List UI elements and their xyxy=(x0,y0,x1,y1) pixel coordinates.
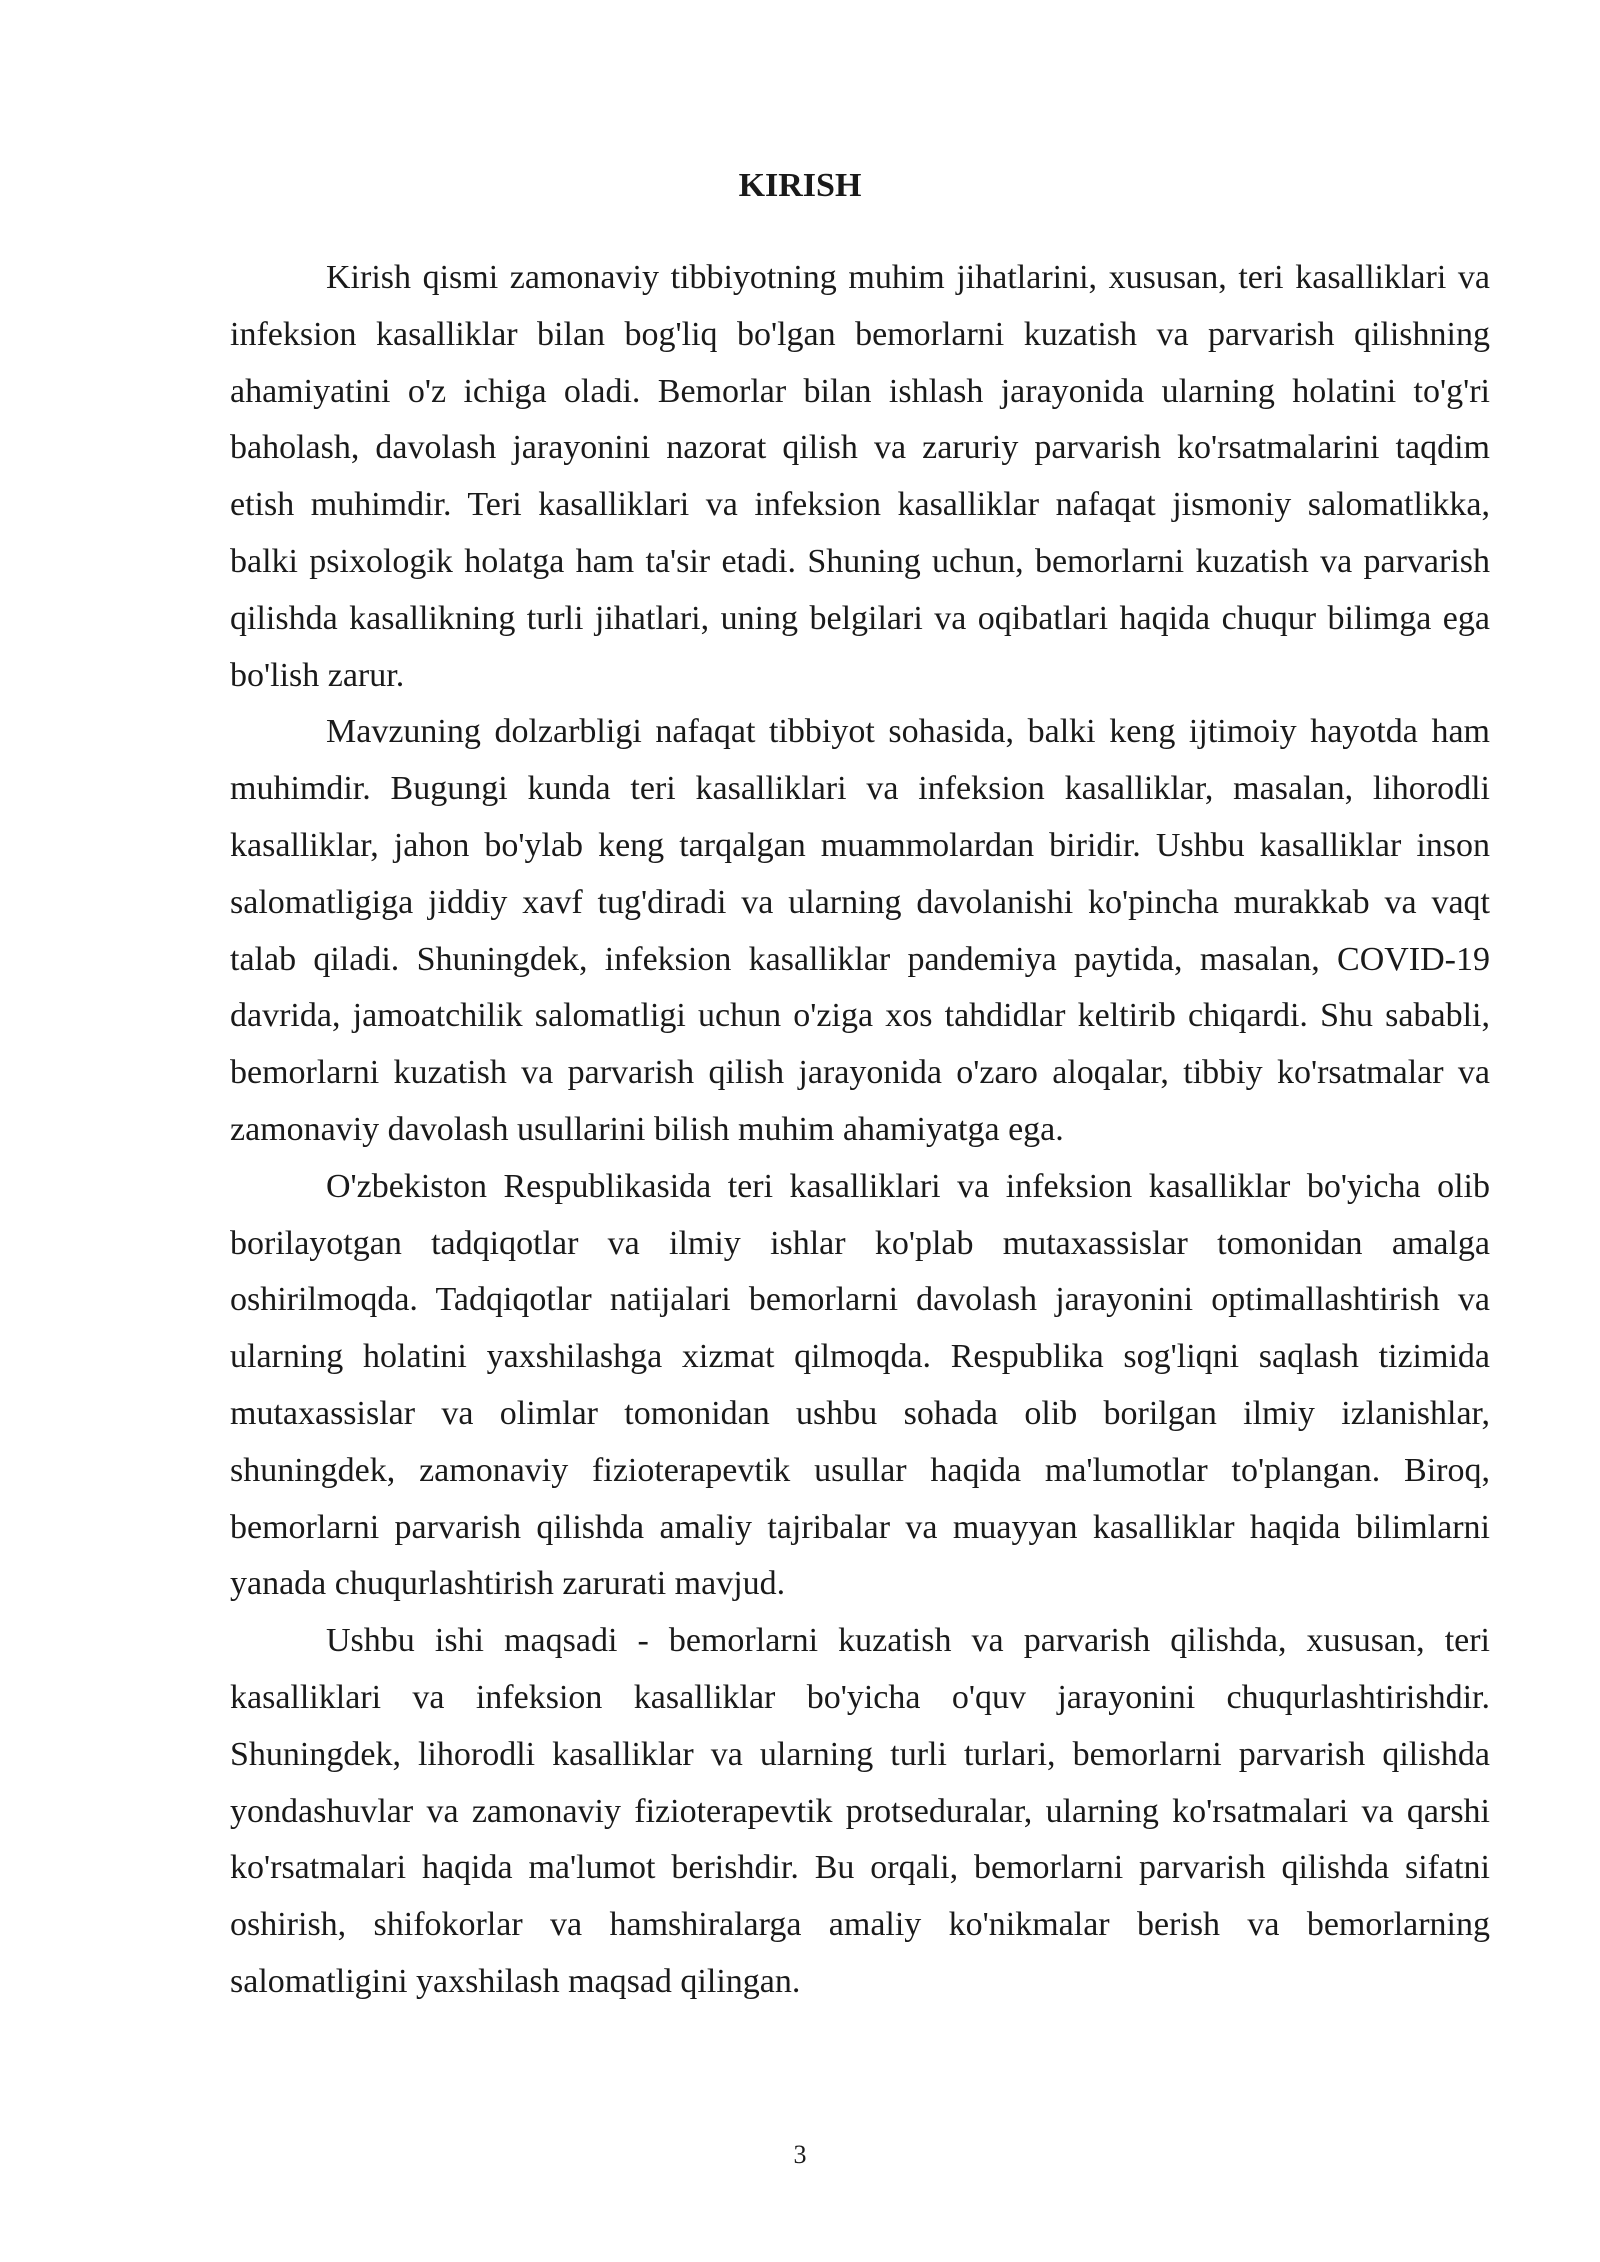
page-number: 3 xyxy=(793,2140,807,2169)
paragraph-research: O'zbekiston Respublikasida teri kasalliklari va infeksion kasalliklar bo'yicha olib borilayotgan tadqiqotlar va ilmiy ishlar ko'plab mutaxassislar tomonidan amalga oshirilmoqda. Tadqiqotlar natijalari bemorlarni davolash jarayonini optimallashtirish va ularning holatini yaxshilashga xizmat qilmoqda. Respublika sog'liqni saqlash tizimida mutaxassislar va olimlar tomonidan ushbu sohada olib borilgan ilmiy izlanishlar, shuningdek, zamonaviy fizioterapevtik usullar haqida ma'lumotlar to'plangan. Biroq, bemorlarni parvarish qilishda amaliy tajribalar va muayyan kasalliklar haqida bilimlarni yanada chuqurlashtirish zarurati mavjud. xyxy=(230,1167,1490,1603)
body-text xyxy=(230,250,1490,2011)
paragraph-goal: Ushbu ishi maqsadi - bemorlarni kuzatish va parvarish qilishda, xususan, teri kasalliklari va infeksion kasalliklar bo'yicha o'quv jarayonini chuqurlashtirishdir. Shuningdek, lihorodli kasalliklar va ularning turli turlari, bemorlarni parvarish qilishda yondashuvlar va zamonaviy fizioterapevtik protseduralar, ularning ko'rsatmalari va qarshi ko'rsatmalari haqida ma'lumot berishdir. Bu orqali, bemorlarni parvarish qilishda sifatni oshirish, shifokorlar va hamshiralarga amaliy ko'nikmalar berish va bemorlarning salomatligini yaxshilash maqsad qilingan. xyxy=(230,1622,1490,2000)
paragraph-relevance: Mavzuning dolzarbligi nafaqat tibbiyot sohasida, balki keng ijtimoiy hayotda ham muhimdir. Bugungi kunda teri kasalliklari va infeksion kasalliklar, masalan, lihorodli kasalliklar, jahon bo'ylab keng tarqalgan muammolardan biridir. Ushbu kasalliklar inson salomatligiga jiddiy xavf tug'diradi va ularning davolanishi ko'pincha murakkab va vaqt talab qiladi. Shuningdek, infeksion kasalliklar pandemiya paytida, masalan, COVID-19 davrida, jamoatchilik salomatligi uchun o'ziga xos tahdidlar keltirib chiqardi. Shu sababli, bemorlarni kuzatish va parvarish qilish jarayonida o'zaro aloqalar, tibbiy ko'rsatmalar va zamonaviy davolash usullarini bilish muhim ahamiyatga ega. xyxy=(230,713,1490,1148)
paragraph-introduction: Kirish qismi zamonaviy tibbiyotning muhim jihatlarini, xususan, teri kasalliklari va infeksion kasalliklar bilan bog'liq bo'lgan bemorlarni kuzatish va parvarish qilishning ahamiyatini o'z ichiga oladi. Bemorlar bilan ishlash jarayonida ularning holatini to'g'ri baholash, davolash jarayonini nazorat qilish va zaruriy parvarish ko'rsatmalarini taqdim etish muhimdir. Teri kasalliklari va infeksion kasalliklar nafaqat jismoniy salomatlikka, balki psixologik holatga ham ta'sir etadi. Shuning uchun, bemorlarni kuzatish va parvarish qilishda kasallikning turli jihatlari, uning belgilari va oqibatlari haqida chuqur bilimga ega bo'lish zarur. xyxy=(230,259,1490,694)
section-title: KIRISH xyxy=(738,167,862,204)
